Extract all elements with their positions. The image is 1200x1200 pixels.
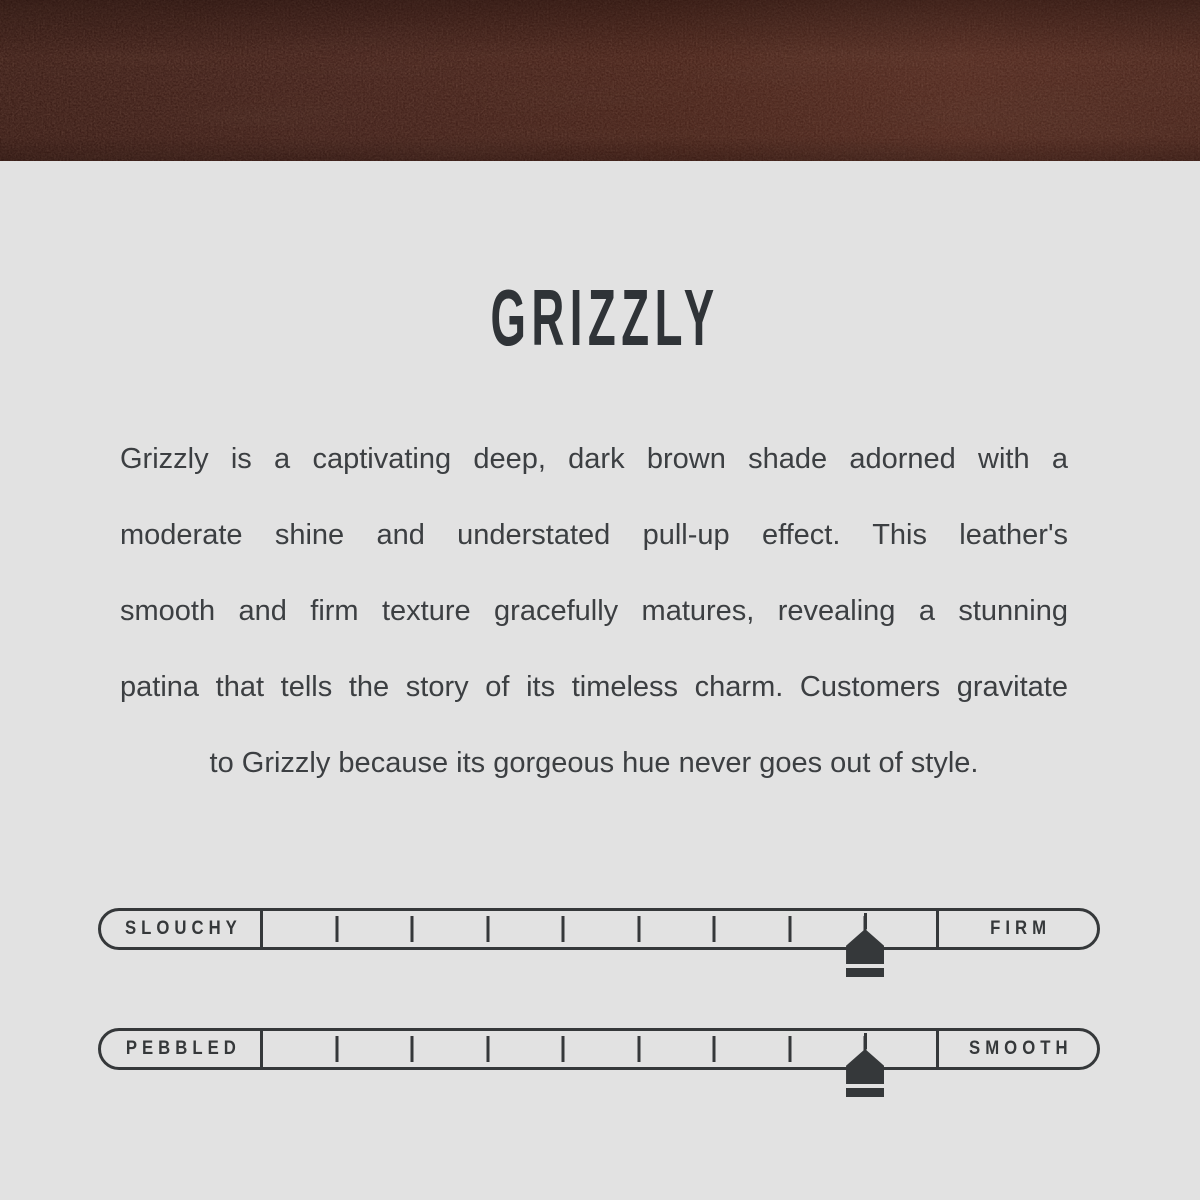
texture-scale-pebbled-smooth (98, 1028, 1100, 1070)
scale-label-left: PEBBLED (125, 1038, 241, 1059)
description-line: moderate shine and understated pull-up effect. This leather's (120, 519, 1068, 551)
leather-name-title: GRIZZLY (490, 273, 720, 362)
scale-right-section (936, 911, 1097, 947)
description-line: smooth and firm texture gracefully matures, revealing a stunning (120, 595, 1068, 627)
scale-left-section (101, 911, 263, 947)
description-line: Grizzly is a captivating deep, dark brown shade adorned with a (120, 443, 1068, 475)
scale-label-right: FIRM (990, 918, 1052, 939)
scale-label-right: SMOOTH (969, 1038, 1073, 1059)
scale-tick (335, 1036, 338, 1062)
scale-tick (788, 916, 791, 942)
scale-tick (637, 1036, 640, 1062)
scale-marker-bar (846, 1088, 884, 1097)
scale-right-section (936, 1031, 1097, 1067)
scale-label-left: SLOUCHY (124, 918, 242, 939)
scale-tick (486, 916, 489, 942)
scale-tick (335, 916, 338, 942)
scale-marker-pin-icon (846, 1049, 884, 1084)
leather-description (120, 421, 1068, 801)
scale-tick (562, 1036, 565, 1062)
scale-marker-stem (864, 913, 867, 929)
scale-marker (846, 913, 884, 977)
leather-texture-photo (0, 0, 1200, 161)
scale-tick (411, 916, 414, 942)
scale-left-section (101, 1031, 263, 1067)
scale-tick (637, 916, 640, 942)
scale-marker-stem (864, 1033, 867, 1049)
scale-tick (486, 1036, 489, 1062)
scale-tick (411, 1036, 414, 1062)
scale-tick (713, 916, 716, 942)
scale-tick (788, 1036, 791, 1062)
scale-marker-pin-icon (846, 929, 884, 964)
scale-tick (713, 1036, 716, 1062)
texture-scale-slouchy-firm (98, 908, 1100, 950)
description-line: patina that tells the story of its timeless charm. Customers gravitate (120, 671, 1068, 703)
scale-marker (846, 1033, 884, 1097)
page-title-wrap (0, 273, 1200, 362)
scale-marker-bar (846, 968, 884, 977)
description-line: to Grizzly because its gorgeous hue never goes out of style. (209, 747, 979, 779)
scale-tick (562, 916, 565, 942)
